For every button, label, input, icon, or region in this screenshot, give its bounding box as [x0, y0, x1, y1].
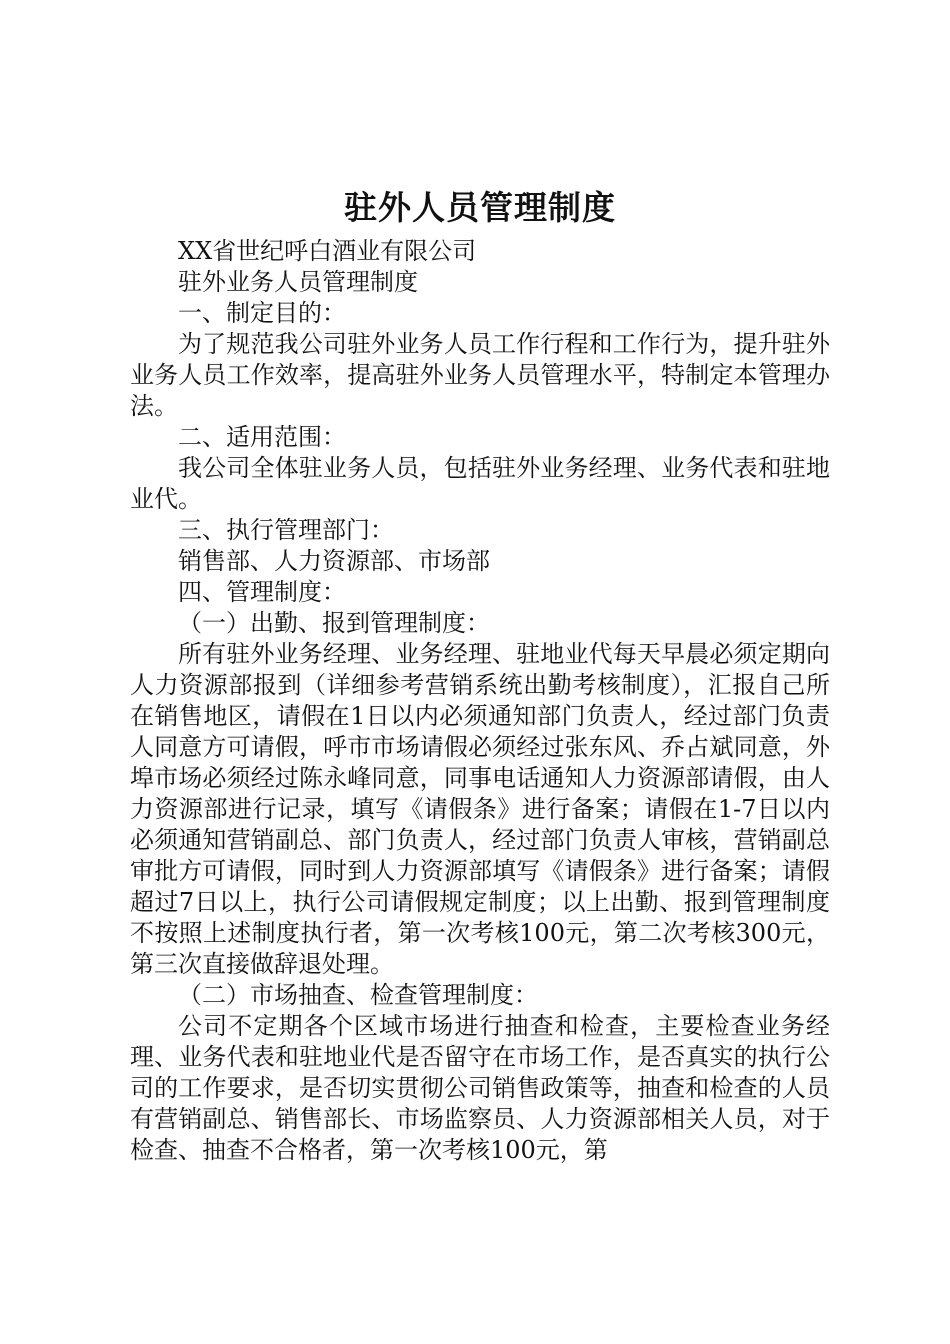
section-heading-scope: 二、适用范围： [178, 423, 346, 451]
subsection-heading-attendance: （一）出勤、报到管理制度： [178, 609, 490, 637]
section-heading-purpose: 一、制定目的： [178, 299, 346, 327]
paragraph-inspection: 公司不定期各个区域市场进行抽查和检查，主要检查业务经理、业务代表和驻地业代是否留守在市场工作，是否真实的执行公司的工作要求，是否切实贯彻公司销售政策等，抽查和检查的人员有营销副总、销售部长、市场监察员、人力资源部相关人员，对于检查、抽查不合格者，第一次考核100元，第 [130, 1012, 830, 1164]
company-name: XX省世纪呼白酒业有限公司 [178, 237, 477, 265]
paragraph-purpose: 为了规范我公司驻外业务人员工作行程和工作行为，提升驻外业务人员工作效率，提高驻外业务人员管理水平，特制定本管理办法。 [130, 330, 830, 420]
section-heading-departments: 三、执行管理部门： [178, 516, 394, 544]
document-title: 驻外人员管理制度 [344, 188, 616, 227]
document-page [130, 186, 830, 1166]
subtitle: 驻外业务人员管理制度 [178, 268, 418, 296]
section-heading-rules: 四、管理制度： [178, 578, 346, 606]
paragraph-attendance: 所有驻外业务经理、业务经理、驻地业代每天早晨必须定期向人力资源部报到（详细参考营销系统出勤考核制度），汇报自己所在销售地区，请假在1日以内必须通知部门负责人，经过部门负责人同意方可请假，呼市市场请假必须经过张东风、乔占斌同意，外埠市场必须经过陈永峰同意，同事电话通知人力资源部请假，由人力资源部进行记录，填写《请假条》进行备案；请假在1-7日以内必须通知营销副总、部门负责人，经过部门负责人审核，营销副总审批方可请假，同时到人力资源部填写《请假条》进行备案；请假超过7日以上，执行公司请假规定制度；以上出勤、报到管理制度不按照上述制度执行者，第一次考核100元，第二次考核300元，第三次直接做辞退处理。 [130, 640, 830, 978]
subsection-heading-inspection: （二）市场抽查、检查管理制度： [178, 981, 538, 1009]
paragraph-scope: 我公司全体驻业务人员，包括驻外业务经理、业务代表和驻地业代。 [130, 454, 830, 513]
paragraph-departments: 销售部、人力资源部、市场部 [178, 547, 490, 575]
